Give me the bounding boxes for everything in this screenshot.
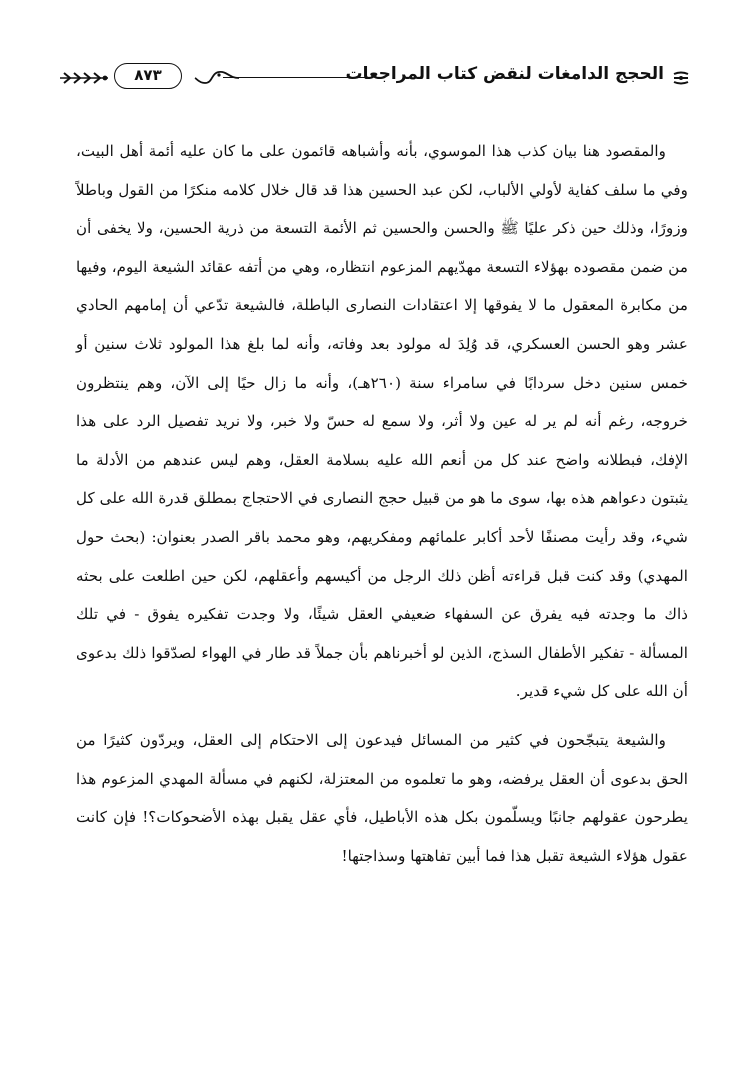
header-ornament-right-icon bbox=[672, 71, 690, 85]
paragraph-1: والمقصود هنا بيان كذب هذا الموسوي، بأنه وأشباهه قائمون على ما كان عليه أئمة أهل البيت، وفي ما سلف كفاية لأولي الألباب، لكن عبد الحسين هذا قد قال خلال كلامه منكرًا من القول وباطلاً وزورًا، وذلك حين ذكر عليًا ﷺ والحسن والحسين ثم الأئمة التسعة من ذرية الحسين، ولا يخفى أن من ضمن مقصوده بهؤلاء التسعة مهدّيهم المزعوم انتظاره، وهي من أتفه عقائد الشيعة اليوم، وفيها من مكابرة المعقول ما لا يفوقها إلا اعتقادات النصارى الباطلة، فالشيعة تدّعي أن إمامهم الحادي عشر وهو الحسن العسكري، قد وُلِدَ له مولود بعد وفاته، وأنه لما بلغ هذا المولود ثلاث سنين أو خمس سنين دخل سردابًا في سامراء سنة (٢٦٠هـ)، وأنه ما زال حيًا إلى الآن، وهم ينتظرون خروجه، رغم أنه لم ير له عين ولا أثر، ولا سمع له حسّ ولا خبر، ولا نريد تفصيل الرد على هذا الإفك، فبطلانه واضح عند كل من أنعم الله عليه بسلامة العقل، وهم ليس عندهم من الأدلة ما يثبتون دعواهم هذه بها، سوى ما هو من قبيل حجج النصارى في الاحتجاج بمطلق قدرة الله على كل شيء، وقد رأيت مصنفًا لأحد أكابر علمائهم ومفكريهم، وهو محمد باقر الصدر بعنوان: (بحث حول المهدي) وقد كنت قبل قراءته أظن ذلك الرجل من أكيسهم وأعقلهم، لكن حين اطلعت على بحثه ذاك ما وجدته فيه يفرق عن السفهاء ضعيفي العقل شيئًا، ولا وجدت تفكيره يفوق - في تلك المسألة - تفكير الأطفال السذج، الذين لو أخبرناهم بأن جملاً قد طار في الهواء لصدّقوا ذلك بدعوى أن الله على كل شيء قدير. bbox=[76, 142, 688, 701]
header-ornament-left-icon bbox=[58, 70, 110, 86]
book-title: الحجج الدامغات لنقض كتاب المراجعات bbox=[345, 64, 664, 84]
header-rule bbox=[223, 77, 370, 78]
page-number: ٨٧٣ bbox=[114, 63, 182, 89]
main-text bbox=[76, 132, 688, 875]
paragraph-2: والشيعة يتبجّحون في كثير من المسائل فيدعون إلى الاحتكام إلى العقل، ويردّون كثيرًا من الحق بدعوى أن العقل يرفضه، وهو ما تعلموه من المعتزلة، لكنهم في مسألة المهدي المزعوم هذا يطرحون عقولهم جانبًا ويسلّمون بكل هذه الأباطيل، فأي عقل يقبل بهذه الأضحوكات؟! فإن كانت عقول هؤلاء الشيعة تقبل هذا فما أبين تفاهتها وسذاجتها! bbox=[76, 730, 688, 865]
running-header bbox=[58, 60, 690, 94]
header-swash-icon bbox=[193, 69, 241, 87]
